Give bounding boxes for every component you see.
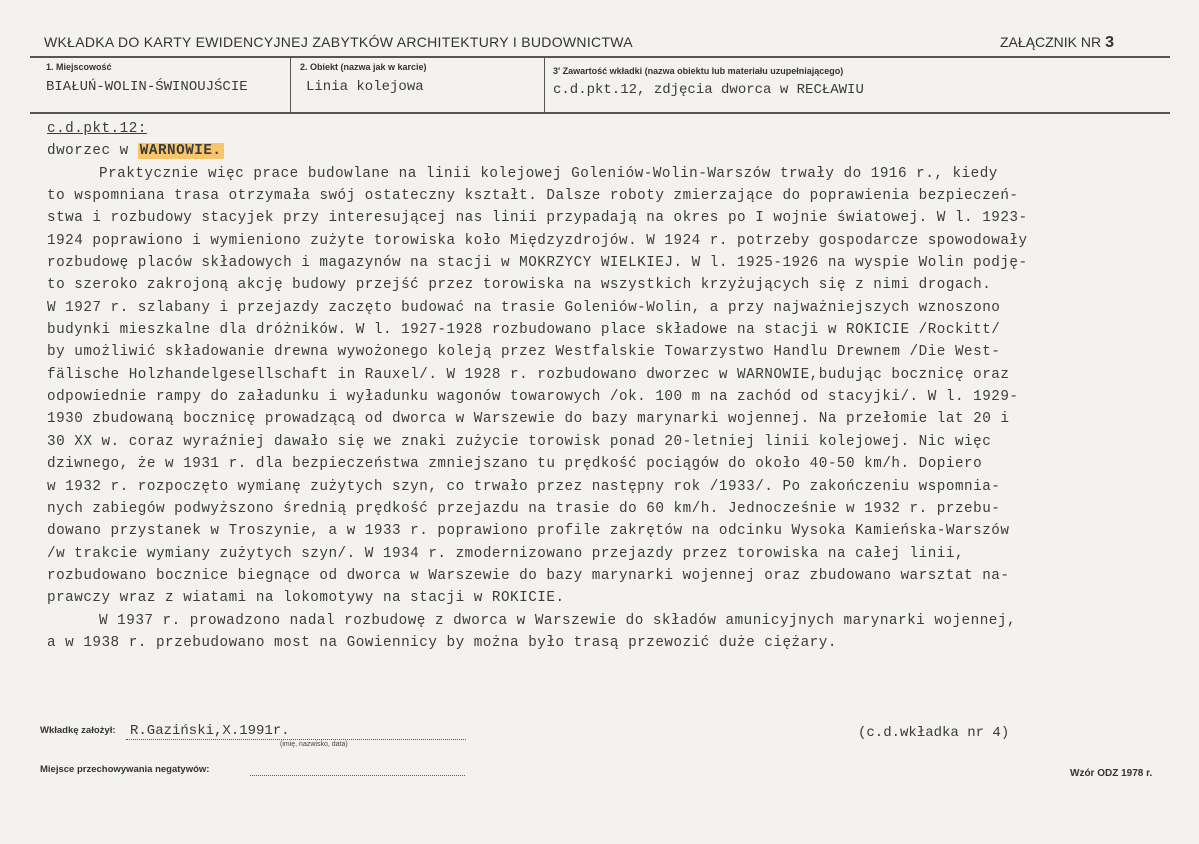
body-line: fälische Holzhandelgesellschaft in Rauxel/. W 1928 r. rozbudowano dworzec w WARNOWIE,budując bocznicę oraz <box>47 366 1010 383</box>
body-line: dziwnego, że w 1931 r. dla bezpieczeństwa zmniejszano tu prędkość pociągów do około 40-50 km/h. Dopiero <box>47 456 983 473</box>
body-line: odpowiednie rampy do załadunku i wyładunku wagonów towarowych /ok. 100 m na zachód od stacyjki/. W l. 1929- <box>47 389 1019 406</box>
body-line: nych zabiegów podwyższono średnią prędkość przejazdu na trasie do 60 km/h. Jednocześnie w 1932 r. przebu- <box>47 500 1001 517</box>
author-dotted-line <box>126 739 466 740</box>
author-label: Wkładkę założył: <box>40 725 116 736</box>
author-hint: (imię, nazwisko, data) <box>280 741 348 748</box>
body-text <box>47 118 1157 654</box>
body-line: W 1937 r. prowadzono nadal rozbudowę z dworca w Warszewie do składów amunicyjnych marynarki wojennej, <box>99 612 1017 629</box>
body-line: W 1927 r. szlabany i przejazdy zaczęto budować na trasie Goleniów-Wolin, a przy najważniejszych wznoszono <box>47 299 1001 316</box>
field-object-label: 2. Obiekt (nazwa jak w karcie) <box>300 62 427 72</box>
body-line: w 1932 r. rozpoczęto wymianę zużytych szyn, co trwało przez następny rok /1933/. Po zakończeniu wspomnia- <box>47 478 1001 495</box>
subheading <box>47 140 1157 162</box>
field-object-value: Linia kolejowa <box>306 79 424 95</box>
body-line: 30 XX w. coraz wyraźniej dawało się we znaki zużycie torowisk ponad 20-letniej linii kolejowej. Nic więc <box>47 433 992 450</box>
body-line: 1930 zbudowaną bocznicę prowadzącą od dworca w Warszewie do bazy marynarki wojennej. Na przełomie lat 20 i <box>47 411 1010 428</box>
annex-number: 3 <box>1105 34 1114 51</box>
body-line: /w trakcie wymiany zużytych szyn/. W 1934 r. zmodernizowano przejazdy przez torowiska na całej linii, <box>47 545 965 562</box>
subheading-prefix: dworzec w <box>47 143 138 160</box>
field-location-label: 1. Miejscowość <box>46 62 112 72</box>
body-line: prawczy wraz z wiatami na lokomotywy na stacji w ROKICIE. <box>47 590 565 607</box>
field-contents-value: c.d.pkt.12, zdjęcia dworca w RECŁAWIU <box>553 82 864 98</box>
body-line: rozbudowę placów składowych i magazynów na stacji w MOKRZYCY WIELKIEJ. W l. 1925-1926 na wyspie Wolin podję- <box>47 255 1028 272</box>
annex-label-text: ZAŁĄCZNIK NR <box>999 34 1102 50</box>
form-id: Wzór ODZ 1978 r. <box>1070 768 1153 779</box>
highlighted-place: WARNOWIE. <box>139 143 222 160</box>
field-divider-2 <box>544 58 545 112</box>
card-header <box>30 30 1170 56</box>
fields-bottom-rule <box>30 112 1170 114</box>
negatives-dotted-line <box>250 775 465 776</box>
negatives-label: Miejsce przechowywania negatywów: <box>40 764 210 775</box>
body-line: stwa i rozbudowy stacyjek przy interesującej nas linii przypadają na okres po I wojnie światowej. W l. 1923- <box>47 210 1028 227</box>
section-heading-text: c.d.pkt.12: <box>47 121 147 137</box>
body-line: by umożliwić składowanie drewna wywożonego koleją przez Westfalskie Towarzystwo Handlu Drewnem /Die West- <box>47 344 1001 361</box>
body-line: to wspomniana trasa otrzymała swój ostateczny kształt. Dalsze roboty zmierzające do poprawienia bezpieczeń- <box>47 188 1019 205</box>
body-line: Praktycznie więc prace budowlane na linii kolejowej Goleniów-Wolin-Warszów trwały do 1916 r., kiedy <box>99 165 998 182</box>
body-line: a w 1938 r. przebudowano most na Gowiennicy by można było trasą przewozić duże ciężary. <box>47 634 837 651</box>
continuation-note: (c.d.wkładka nr 4) <box>858 725 1010 741</box>
body-line: 1924 poprawiono i wymieniono zużyte torowiska koło Międzyzdrojów. W 1924 r. potrzeby gospodarcze spowodowały <box>47 232 1028 249</box>
field-location-value: BIAŁUŃ-WOLIN-ŚWINOUJŚCIE <box>46 79 248 95</box>
body-line: rozbudowano bocznice biegnące od dworca w Warszewie do bazy marynarki wojennej oraz zbudowano warsztat na- <box>47 567 1010 584</box>
body-line: budynki mieszkalne dla dróżników. W l. 1927-1928 rozbudowano place składowe na stacji w ROKICIE /Rockitt/ <box>47 322 1001 339</box>
field-contents-label: 3' Zawartość wkładki (nazwa obiektu lub materiału uzupełniającego) <box>553 66 844 76</box>
field-divider-1 <box>290 58 291 112</box>
top-rule <box>30 56 1170 58</box>
body-line: dowano przystanek w Troszynie, a w 1933 r. poprawiono profile zakrętów na odcinku Wysoka Kamieńska-Warszów <box>47 523 1010 540</box>
body-line: to szeroko zakrojoną akcję budowy przejść przez torowiska na wszystkich krzyżujących się z nimi drogach. <box>47 277 992 294</box>
annex-label <box>1000 34 1114 52</box>
author-value: R.Gaziński,X.1991r. <box>130 723 290 739</box>
section-heading <box>47 118 1157 140</box>
card-title: WKŁADKA DO KARTY EWIDENCYJNEJ ZABYTKÓW ARCHITEKTURY I BUDOWNICTWA <box>44 34 633 50</box>
